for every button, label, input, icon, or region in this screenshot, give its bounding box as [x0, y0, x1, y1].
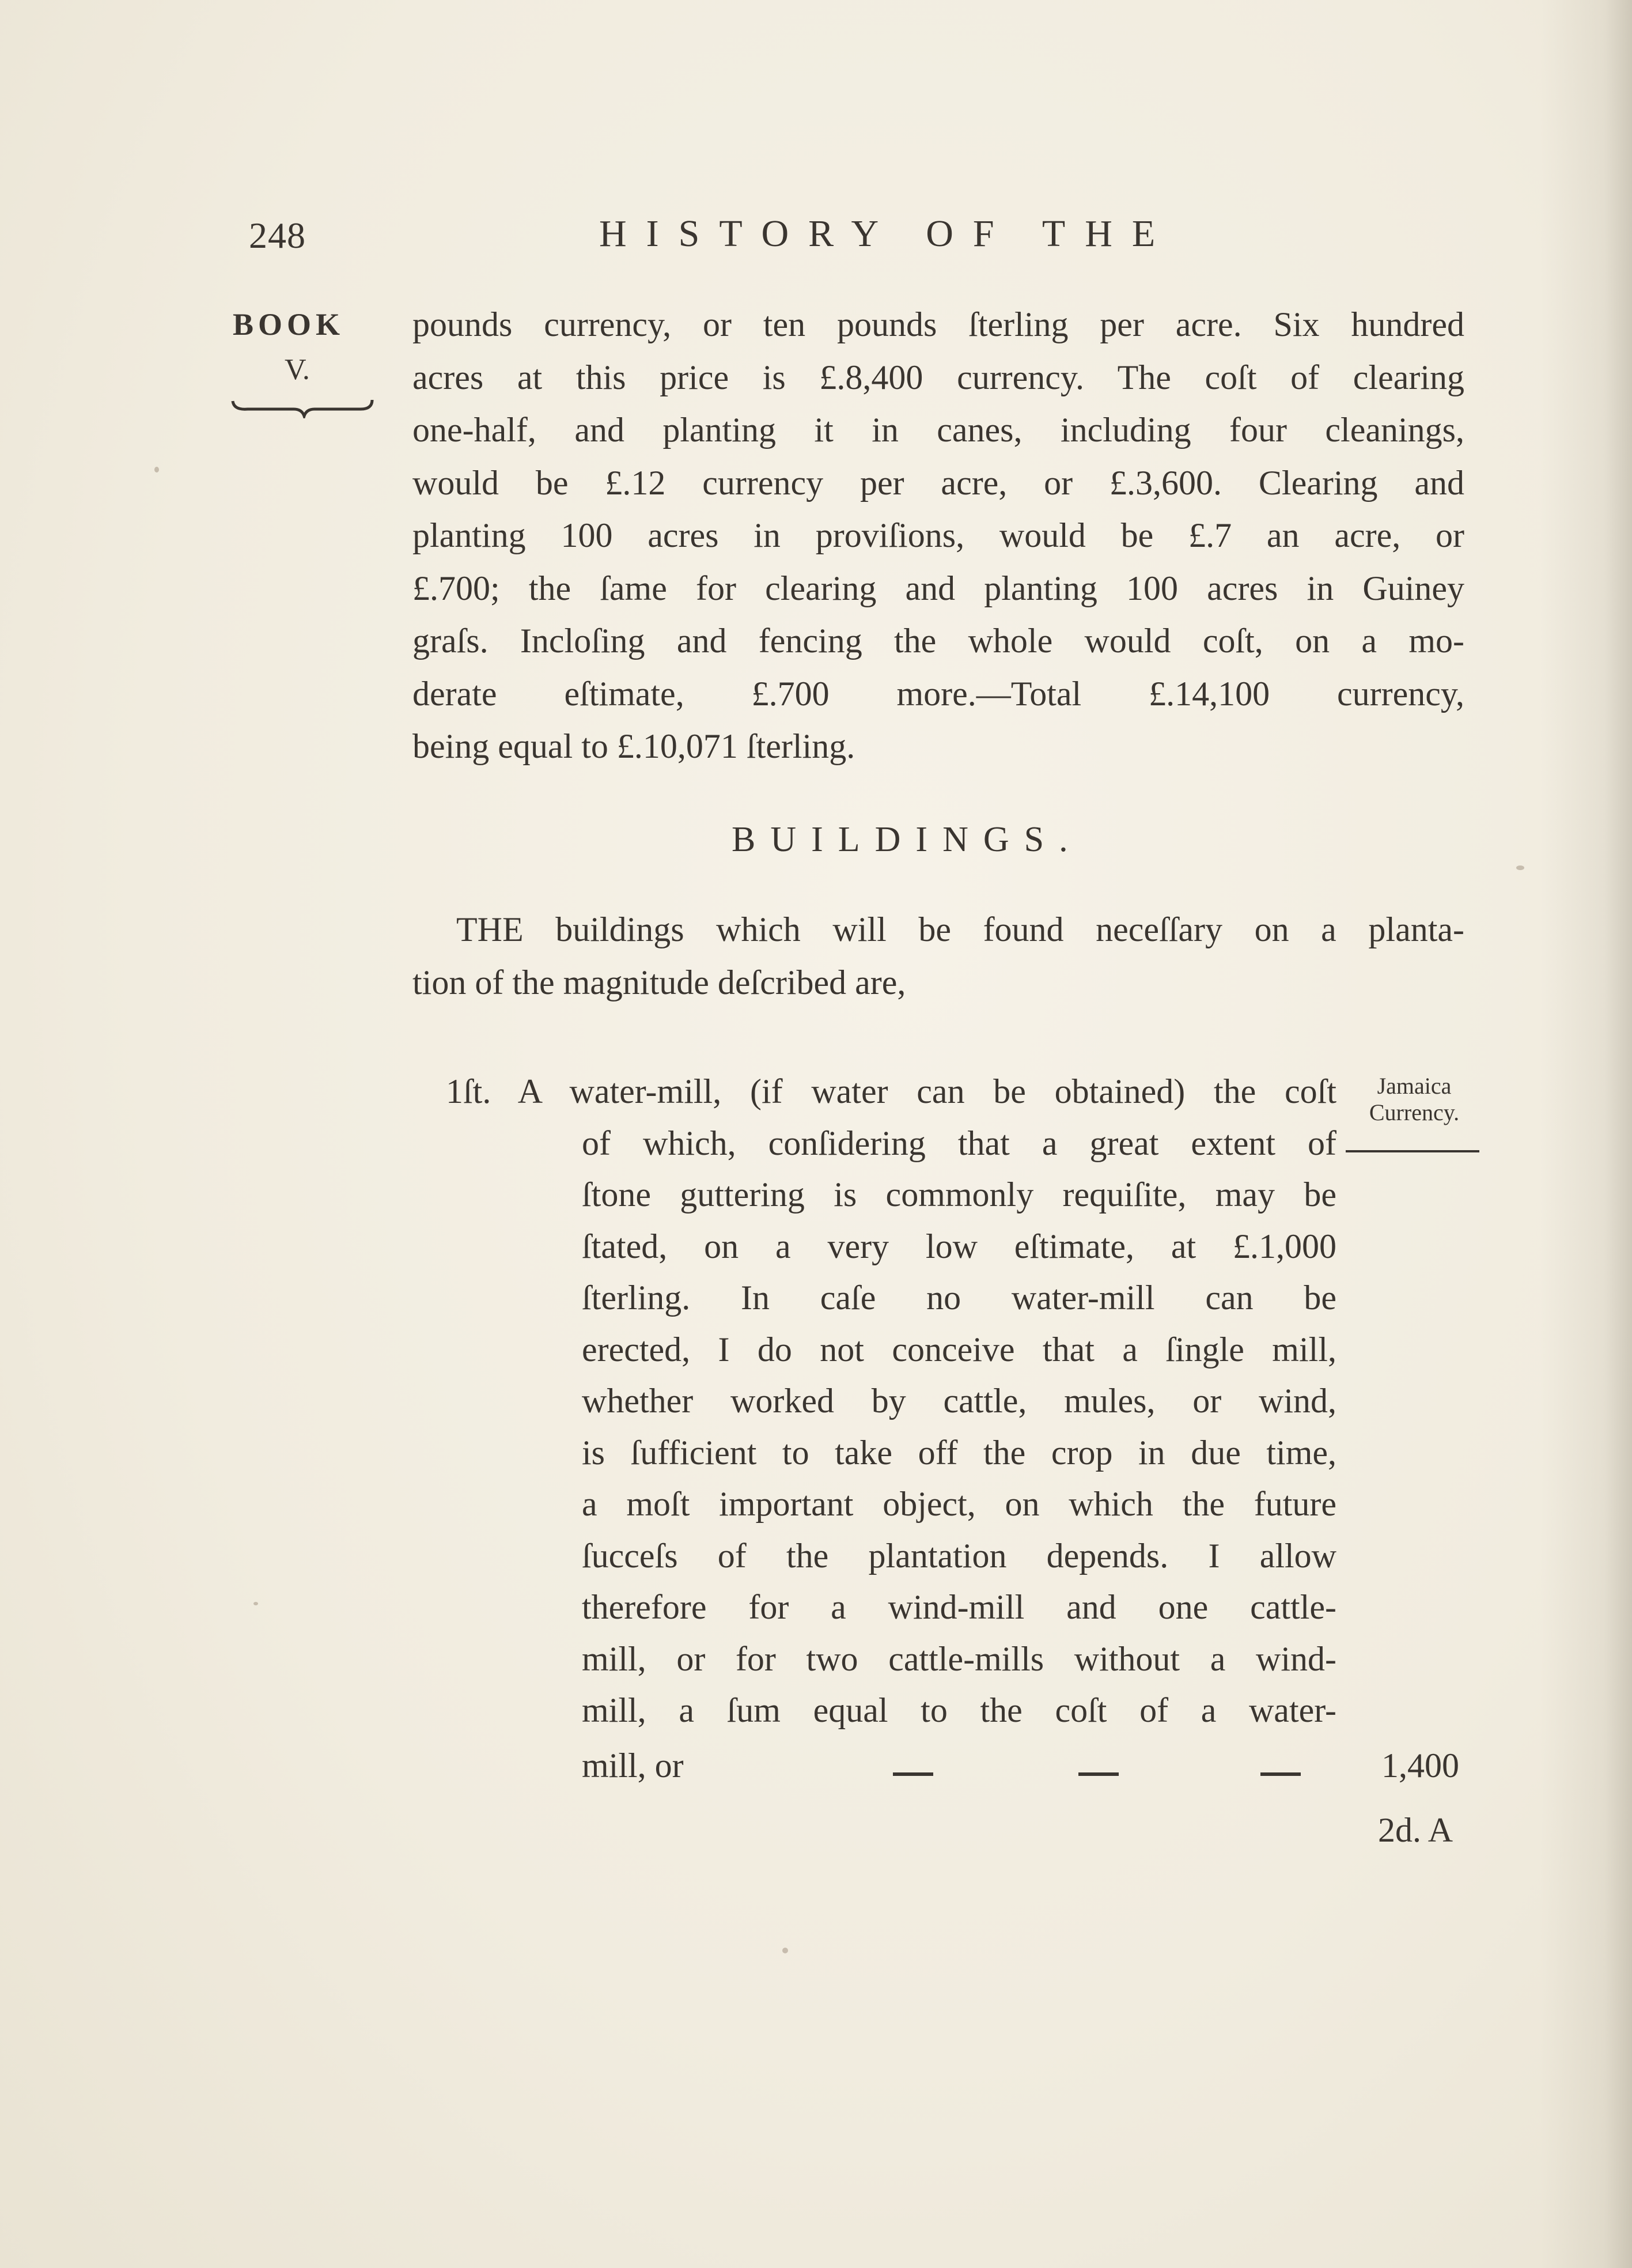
text-line: ſterling. In caſe no water-mill can be [582, 1279, 1336, 1317]
paper-spot [154, 467, 159, 472]
paper-spot [253, 1602, 258, 1605]
text-line: erected, I do not conceive that a ſingle mill, [582, 1330, 1336, 1369]
text-line: mill, or [582, 1747, 684, 1785]
text-line: graſs. Incloſing and fencing the whole would coſt, on a mo- [412, 622, 1464, 660]
gutter-shadow [1540, 0, 1632, 2268]
text-line: 1ſt. A water-mill, (if water can be obtained) the coſt [446, 1072, 1336, 1110]
text-line: ſtated, on a very low eſtimate, at £.1,000 [582, 1227, 1336, 1265]
text-line: ſucceſs of the plantation depends. I allow [582, 1536, 1336, 1575]
leader-dash [1260, 1772, 1301, 1776]
text-line: therefore for a wind-mill and one cattle- [582, 1588, 1336, 1626]
text-line: acres at this price is £.8,400 currency. The coſt of clearing [412, 358, 1464, 396]
intro-paragraph [412, 298, 1464, 773]
text-line: tion of the magnitude deſcribed are, [412, 963, 906, 1001]
text-line: ſtone guttering is commonly requiſite, may be [582, 1175, 1336, 1214]
leader-dash [1078, 1772, 1119, 1776]
text-line: pounds currency, or ten pounds ſterling per acre. Six hundred [412, 305, 1464, 343]
text-line: THE buildings which will be found neceſſary on a planta- [456, 910, 1464, 948]
text-line: being equal to £.10,071 ſterling. [412, 727, 855, 765]
text-line: whether worked by cattle, mules, or wind, [582, 1382, 1336, 1420]
buildings-paragraph [412, 904, 1464, 1009]
brace-ornament [230, 395, 374, 418]
paper-spot [782, 1948, 788, 1953]
text-line: mill, a ſum equal to the coſt of a water- [582, 1691, 1336, 1729]
paper-spot [1516, 865, 1524, 870]
text-line: mill, or for two cattle-mills without a wind- [582, 1639, 1336, 1678]
page-number: 248 [249, 215, 306, 256]
leader-dash [893, 1772, 933, 1776]
section-heading: BUILDINGS. [732, 820, 1083, 859]
running-title: HISTORY OF THE [599, 213, 1175, 255]
column-rule [1346, 1150, 1479, 1152]
catchword: 2d. A [1378, 1811, 1453, 1849]
text-line: would be £.12 currency per acre, or £.3,600. Clearing and [412, 463, 1464, 502]
text-line: planting 100 acres in proviſions, would be £.7 an acre, or [412, 516, 1464, 554]
column-header [1345, 1073, 1483, 1126]
item-total-line [582, 1746, 1336, 1798]
volume-margin-label: V. [285, 353, 310, 386]
text-line: one-half, and planting it in canes, including four cleanings, [412, 411, 1464, 449]
text-line: derate eſtimate, £.700 more.—Total £.14,100 currency, [412, 674, 1464, 713]
item-amount: 1,400 [1381, 1747, 1459, 1785]
text-line: of which, conſidering that a great extent of [582, 1124, 1336, 1162]
text-line: a moſt important object, on which the future [582, 1485, 1336, 1523]
text-line: £.700; the ſame for clearing and planting 100 acres in Guiney [412, 569, 1464, 607]
column-header-line: Jamaica [1377, 1073, 1452, 1099]
item-first-buildings [446, 1066, 1336, 1737]
book-margin-label: BOOK [233, 307, 345, 342]
column-header-line: Currency. [1369, 1099, 1460, 1125]
text-line: is ſufficient to take off the crop in due time, [582, 1433, 1336, 1472]
